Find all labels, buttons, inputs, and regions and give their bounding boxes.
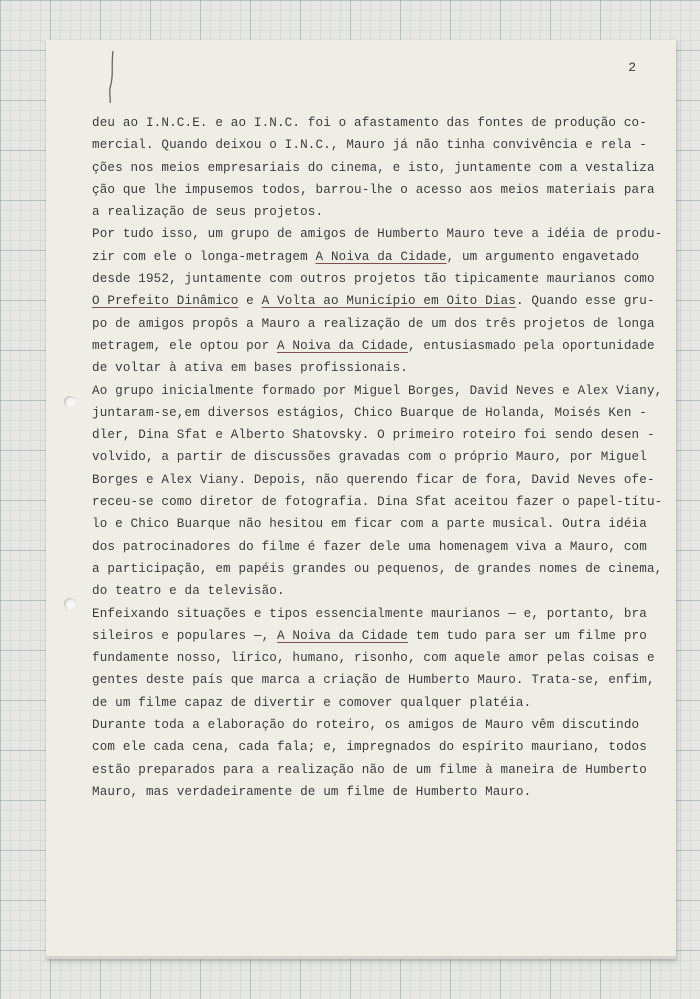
film-title: A Volta ao Município em Oito Dias [261,294,516,309]
punch-hole [64,396,76,408]
film-title: A Noiva da Cidade [315,249,447,264]
film-title: A Noiva da Cidade [276,628,409,643]
text-line: dos patrocinadores do filme é fazer dele uma homenagem viva a Mauro, com [92,539,647,554]
text-line: receu-se como diretor de fotografia. Dina Sfat aceitou fazer o papel-títu- [92,495,663,510]
text-line: desde 1952, juntamente com outros projetos tão tipicamente maurianos como [92,272,655,287]
text-line: Mauro, mas verdadeiramente de um filme de Humberto Mauro. [92,784,532,799]
pen-mark [108,50,116,104]
text-line: lo e Chico Buarque não hesitou em ficar com a parte musical. Outra idéia [92,517,647,532]
text-line: sileiros e populares —, A Noiva da Cidade tem tudo para ser um filme pro [92,628,647,643]
text-line: ções nos meios empresariais do cinema, e isto, juntamente com a vestaliza [92,160,655,175]
text-line: volvido, a partir de discussões gravadas com o próprio Mauro, por Miguel [92,450,647,465]
text-line: fundamente nosso, lírico, humano, risonho, com aquele amor pelas coisas e [92,651,655,666]
typewritten-page [46,40,676,959]
page-number: 2 [628,60,636,75]
text-line: com ele cada cena, cada fala; e, impregnados do espírito mauriano, todos [92,740,647,755]
text-line: ção que lhe impusemos todos, barrou-lhe o acesso aos meios materiais para [92,182,655,197]
text-line: Por tudo isso, um grupo de amigos de Humberto Mauro teve a idéia de produ- [92,227,663,242]
text-line: do teatro e da televisão. [92,584,285,599]
text-line: mercial. Quando deixou o I.N.C., Mauro já não tinha convivência e rela - [92,138,647,153]
text-line: zir com ele o longa-metragem A Noiva da Cidade, um argumento engavetado [92,249,640,264]
body-text [92,112,662,803]
text-line: Durante toda a elaboração do roteiro, os amigos de Mauro vêm discutindo [92,718,640,733]
punch-hole [64,598,76,610]
text-line: deu ao I.N.C.E. e ao I.N.C. foi o afastamento das fontes de produção co- [92,116,647,130]
text-line: de um filme capaz de divertir e comover qualquer platéia. [92,695,532,710]
text-line: metragem, ele optou por A Noiva da Cidade, entusiasmado pela oportunidade [92,338,655,353]
text-line: po de amigos propôs a Mauro a realização de um dos três projetos de longa [92,316,655,331]
film-title: O Prefeito Dinâmico [92,294,239,309]
text-line: O Prefeito Dinâmico e A Volta ao Município em Oito Dias. Quando esse gru- [92,294,655,309]
text-line: de voltar à ativa em bases profissionais. [92,361,409,376]
text-line: gentes deste país que marca a criação de Humberto Mauro. Trata-se, enfim, [92,673,655,688]
text-line: Ao grupo inicialmente formado por Miguel Borges, David Neves e Alex Viany, [92,383,663,398]
text-line: dler, Dina Sfat e Alberto Shatovsky. O primeiro roteiro foi sendo desen - [92,428,655,443]
text-line: juntaram-se,em diversos estágios, Chico Buarque de Holanda, Moisés Ken - [92,405,647,420]
text-line: Borges e Alex Viany. Depois, não querendo ficar de fora, David Neves ofe- [92,472,655,487]
text-line: estão preparados para a realização não de um filme à maneira de Humberto [92,762,647,777]
text-line: a realização de seus projetos. [92,205,324,220]
film-title: A Noiva da Cidade [276,338,409,353]
text-line: Enfeixando situações e tipos essencialmente maurianos — e, portanto, bra [92,606,647,621]
text-line: a participação, em papéis grandes ou pequenos, de grandes nomes de cinema, [92,561,663,576]
